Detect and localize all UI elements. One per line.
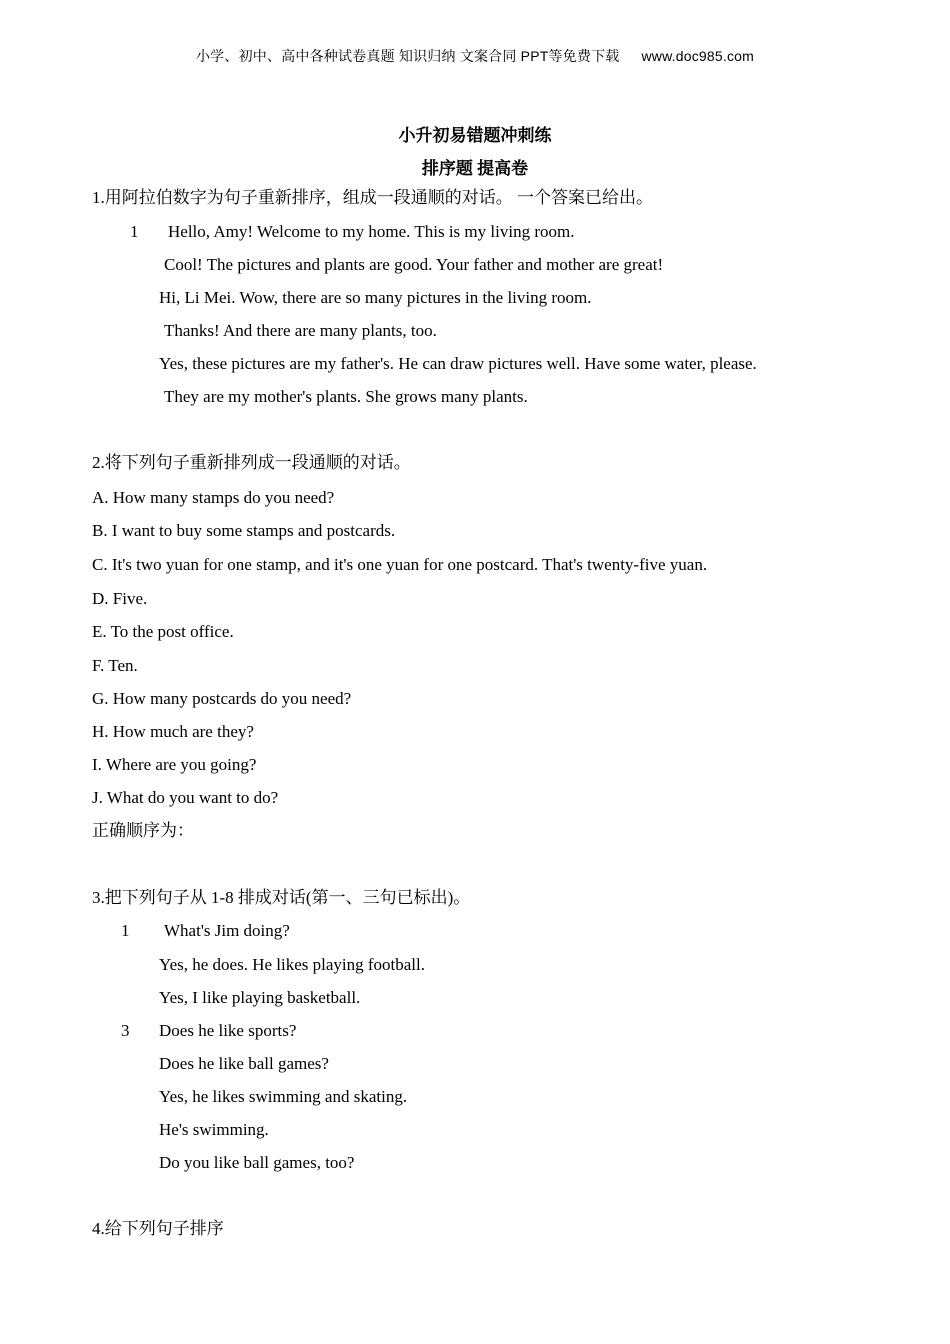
q1-line: Cool! The pictures and plants are good. Your father and mother are great! — [164, 255, 664, 274]
q3-line: Yes, I like playing basketball. — [159, 988, 361, 1007]
q2-option: G. How many postcards do you need? — [92, 689, 352, 708]
q3-given-number: 1 — [121, 921, 130, 940]
q2-option: I. Where are you going? — [92, 755, 257, 774]
q3-line: What's Jim doing? — [164, 921, 290, 940]
q2-option: E. To the post office. — [92, 622, 234, 641]
q1-line: They are my mother's plants. She grows many plants. — [164, 387, 528, 406]
q2-option: H. How much are they? — [92, 722, 254, 741]
page-header — [0, 46, 950, 66]
q2-prompt: 2.将下列句子重新排列成一段通顺的对话。 — [92, 453, 411, 472]
q4-prompt: 4.给下列句子排序 — [92, 1219, 224, 1238]
q2-option: J. What do you want to do? — [92, 788, 279, 807]
q1-given-number: 1 — [130, 222, 139, 241]
q1-line: Thanks! And there are many plants, too. — [164, 321, 437, 340]
q3-line: He's swimming. — [159, 1120, 269, 1139]
q3-line: Yes, he likes swimming and skating. — [159, 1087, 408, 1106]
q2-option: A. How many stamps do you need? — [92, 488, 335, 507]
q3-line: Yes, he does. He likes playing football. — [159, 955, 425, 974]
q1-line: Hello, Amy! Welcome to my home. This is my living room. — [168, 222, 575, 241]
document-title: 小升初易错题冲刺练 — [398, 126, 552, 145]
q3-given-number: 3 — [121, 1021, 130, 1040]
q3-line: Do you like ball games, too? — [159, 1153, 355, 1172]
q1-prompt: 1.用阿拉伯数字为句子重新排序，组成一段通顺的对话。 一个答案已给出。 — [92, 188, 653, 207]
header-text: 小学、初中、高中各种试卷真题 知识归纳 文案合同 PPT等免费下载 — [195, 48, 620, 64]
q1-line: Hi, Li Mei. Wow, there are so many pictures in the living room. — [159, 288, 592, 307]
header-site: www.doc985.com — [641, 48, 755, 64]
q3-line: Does he like sports? — [159, 1021, 297, 1040]
q2-option: D. Five. — [92, 589, 148, 608]
document-subtitle: 排序题 提高卷 — [421, 159, 529, 178]
q2-option: C. It's two yuan for one stamp, and it's one yuan for one postcard. That's twenty-five yuan. — [92, 555, 708, 574]
q2-option: F. Ten. — [92, 656, 138, 675]
q3-prompt: 3.把下列句子从 1-8 排成对话(第一、三句已标出)。 — [92, 888, 471, 907]
q2-answer-label: 正确顺序为： — [92, 821, 194, 840]
q1-line: Yes, these pictures are my father's. He can draw pictures well. Have some water, please. — [159, 354, 757, 373]
q3-line: Does he like ball games? — [159, 1054, 329, 1073]
q2-option: B. I want to buy some stamps and postcards. — [92, 521, 396, 540]
